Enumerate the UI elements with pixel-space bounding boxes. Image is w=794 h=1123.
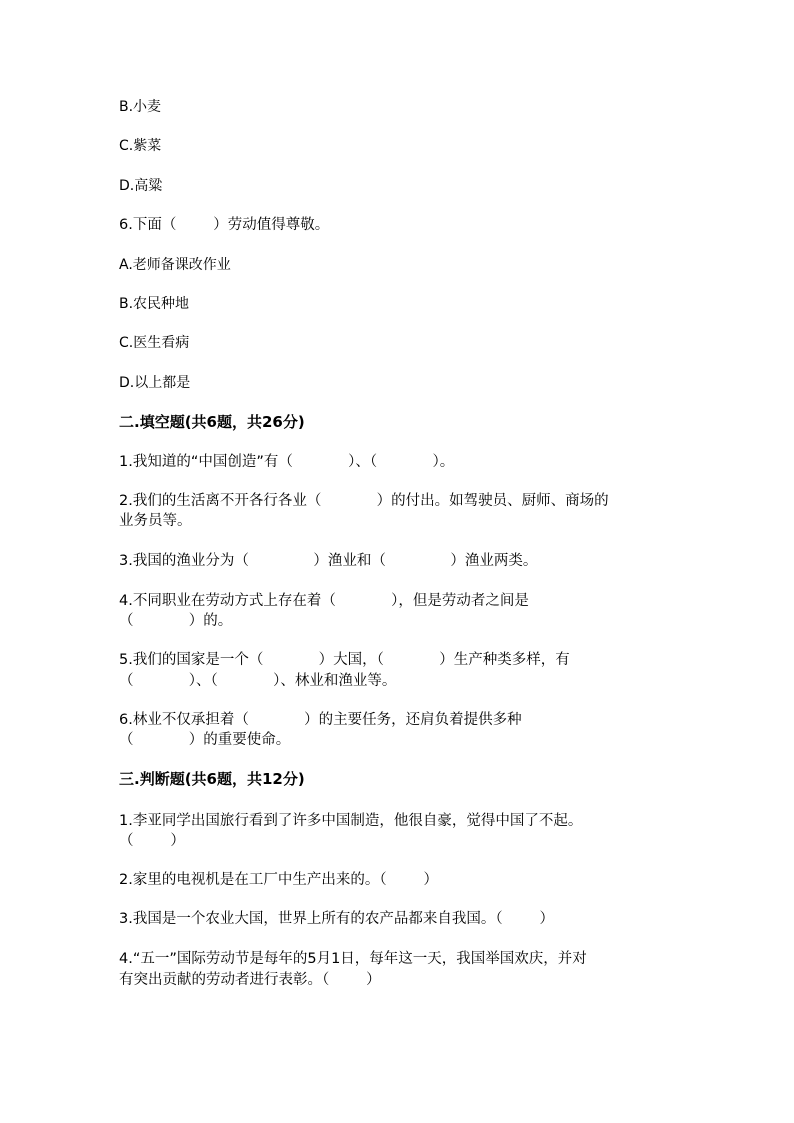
fill-question-5-line-2: （ ）、（ ）、林业和渔业等。 <box>119 673 397 689</box>
fill-question-2-line-2: 业务员等。 <box>119 513 192 529</box>
fill-question-6-line-2: （ ）的重要使命。 <box>119 732 291 748</box>
judge-question-1-line-2: （ ） <box>119 833 185 849</box>
judge-question-1-line-1: 1.李亚同学出国旅行看到了许多中国制造，他很自豪，觉得中国了不起。 <box>119 813 583 829</box>
fill-question-4-line-1: 4.不同职业在劳动方式上存在着（ ），但是劳动者之间是 <box>119 593 529 609</box>
q5-option-c: C.紫菜 <box>119 138 162 154</box>
judge-question-4-line-1: 4.“五一”国际劳动节是每年的5月1日，每年这一天，我国举国欢庆，并对 <box>119 951 587 967</box>
judge-question-2-line-1: 2.家里的电视机是在工厂中生产出来的。（ ） <box>119 872 438 888</box>
q6-option-a: A.老师备课改作业 <box>119 257 231 273</box>
section2-title: 二.填空题(共6题，共26分) <box>119 413 305 431</box>
q6-stem: 6.下面（ ）劳动值得尊敬。 <box>119 217 330 233</box>
fill-question-1-line-1: 1.我知道的“中国创造”有（ ）、（ ）。 <box>119 454 455 470</box>
fill-question-2-line-1: 2.我们的生活离不开各行各业（ ）的付出。如驾驶员、厨师、商场的 <box>119 493 609 509</box>
judge-question-4-line-2: 有突出贡献的劳动者进行表彰。（ ） <box>119 972 381 988</box>
fill-question-3-line-1: 3.我国的渔业分为（ ）渔业和（ ）渔业两类。 <box>119 553 538 569</box>
fill-question-5-line-1: 5.我们的国家是一个（ ）大国，（ ）生产种类多样，有 <box>119 652 570 668</box>
q5-option-b: B.小麦 <box>119 99 162 115</box>
q6-option-d: D.以上都是 <box>119 375 191 391</box>
fill-question-6-line-1: 6.林业不仅承担着（ ）的主要任务，还肩负着提供多种 <box>119 712 522 728</box>
q5-option-d: D.高粱 <box>119 178 163 194</box>
q6-option-b: B.农民种地 <box>119 296 190 312</box>
section3-title: 三.判断题(共6题，共12分) <box>119 770 305 788</box>
fill-question-4-line-2: （ ）的。 <box>119 613 233 629</box>
q6-option-c: C.医生看病 <box>119 335 190 351</box>
judge-question-3-line-1: 3.我国是一个农业大国，世界上所有的农产品都来自我国。（ ） <box>119 911 554 927</box>
